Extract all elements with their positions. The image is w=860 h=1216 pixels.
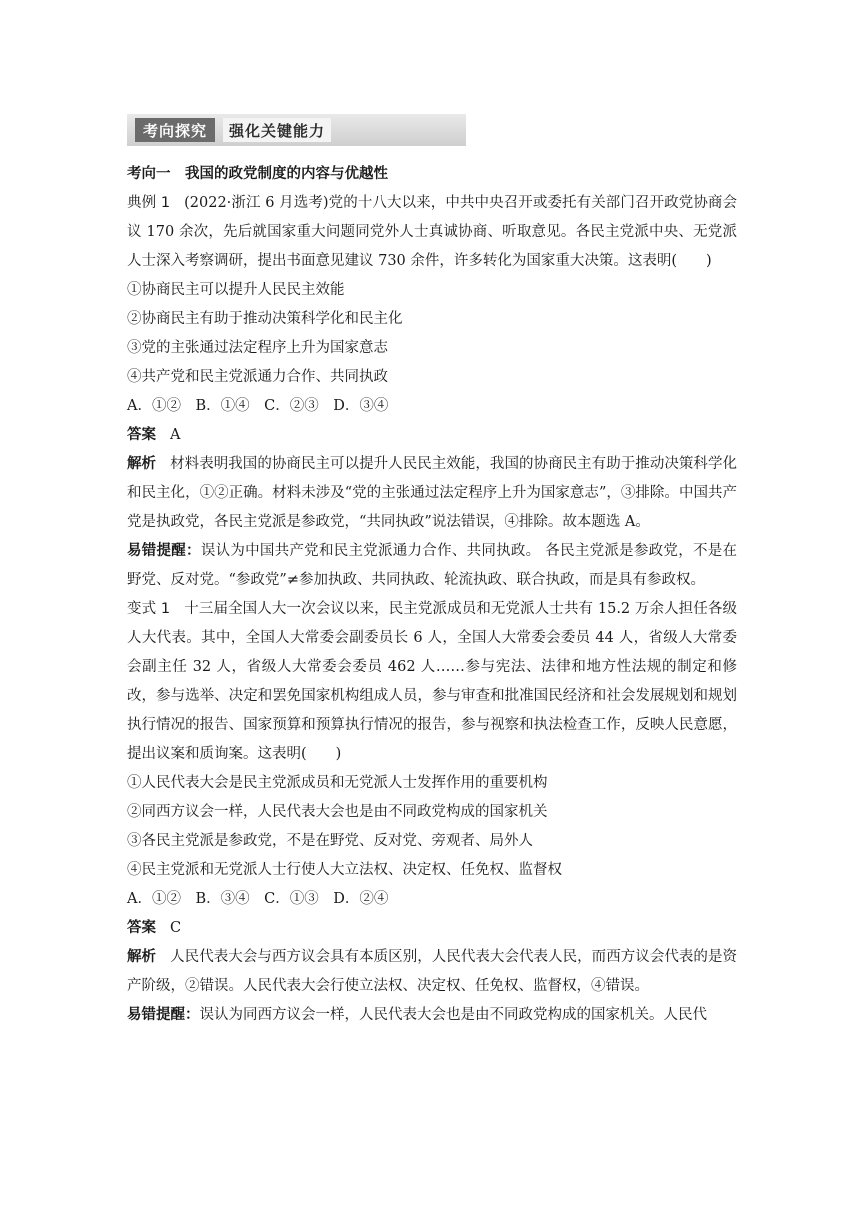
example-1-label: 典例 1: [127, 195, 171, 211]
example-1-analysis-text: 材料表明我国的协商民主可以提升人民民主效能，我国的协商民主有助于推动决策科学化和民主化，①②正确。材料未涉及“党的主张通过法定程序上升为国家意志”，③排除。中国共产党是执政党，各民主党派是参政党，“共同执政”说法错误，④排除。故本题选 A。: [127, 456, 738, 530]
banner-subtitle: 强化关键能力: [223, 118, 331, 142]
banner-tag: 考向探究: [135, 118, 215, 142]
variant-1-analysis-text: 人民代表大会与西方议会具有本质区别，人民代表大会代表人民，而西方议会代表的是资产阶级，②错误。人民代表大会行使立法权、决定权、任免权、监督权，④错误。: [127, 949, 738, 994]
variant-1-answer-value: C: [170, 920, 182, 936]
example-1-answer-label: 答案: [127, 427, 156, 443]
example-1-tip-text: 误认为中国共产党和民主党派通力合作、共同执政。 各民主党派是参政党，不是在野党、反对党。“参政党”≠参加执政、共同执政、轮流执政、联合执政，而是具有参政权。: [127, 543, 737, 588]
example-1-option-2: ②协商民主有助于推动决策科学化和民主化: [127, 311, 403, 327]
example-1-tip: [127, 537, 737, 595]
variant-1-tip-label: 易错提醒：: [127, 1007, 200, 1023]
variant-1-label: 变式 1: [127, 601, 171, 617]
variant-1-choices: A．①② B．③④ C．①③ D．②④: [127, 891, 389, 907]
example-1-option-3: ③党的主张通过法定程序上升为国家意志: [127, 340, 388, 356]
variant-1-option-3: ③各民主党派是参政党，不是在野党、反对党、旁观者、局外人: [127, 833, 533, 849]
example-1-text: (2022·浙江 6 月选考)党的十八大以来，中共中央召开或委托有关部门召开政党协商会议 170 余次，先后就国家重大问题同党外人士真诚协商、听取意见。各民主党派中央、无党派人士深入考察调研，提出书面意见建议 730 余件，许多转化为国家重大决策。这表明( ): [127, 195, 738, 269]
variant-1-analysis-label: 解析: [127, 949, 157, 965]
section-title: 考向一 我国的政党制度的内容与优越性: [127, 166, 388, 182]
variant-1-analysis: [127, 943, 737, 1001]
section-banner: [127, 114, 466, 146]
document-body: [127, 160, 737, 1030]
example-1-analysis-label: 解析: [127, 456, 157, 472]
example-1-option-1: ①协商民主可以提升人民民主效能: [127, 282, 345, 298]
variant-1-tip-text: 误认为同西方议会一样，人民代表大会也是由不同政党构成的国家机关。人民代: [199, 1007, 707, 1023]
variant-1-option-1: ①人民代表大会是民主党派成员和无党派人士发挥作用的重要机构: [127, 775, 548, 791]
variant-1-text: 十三届全国人大一次会议以来，民主党派成员和无党派人士共有 15.2 万余人担任各级人大代表。其中，全国人大常委会副委员长 6 人，全国人大常委会委员 44 人，省级人大常委会副主任 32 人，省级人大常委会委员 462 人……参与宪法、法律和地方性法规的制定和修改，参与选举、决定和罢免国家机构组成人员，参与审查和批准国民经济和社会发展规划和规划执行情况的报告、国家预算和预算执行情况的报告，参与视察和执法检查工作，反映人民意愿，提出议案和质询案。这表明( ): [127, 601, 737, 762]
example-1-question: [127, 189, 737, 276]
variant-1-tip: [127, 1001, 737, 1030]
example-1-analysis: [127, 450, 737, 537]
variant-1-option-4: ④民主党派和无党派人士行使人大立法权、决定权、任免权、监督权: [127, 862, 562, 878]
example-1-answer-value: A: [170, 427, 181, 443]
example-1-tip-label: 易错提醒：: [127, 543, 201, 559]
example-1-option-4: ④共产党和民主党派通力合作、共同执政: [127, 369, 388, 385]
variant-1-answer-label: 答案: [127, 920, 156, 936]
example-1-choices: A．①② B．①④ C．②③ D．③④: [127, 398, 389, 414]
variant-1-question: [127, 595, 737, 769]
variant-1-answer: [127, 914, 737, 943]
variant-1-option-2: ②同西方议会一样，人民代表大会也是由不同政党构成的国家机关: [127, 804, 548, 820]
example-1-answer: [127, 421, 737, 450]
